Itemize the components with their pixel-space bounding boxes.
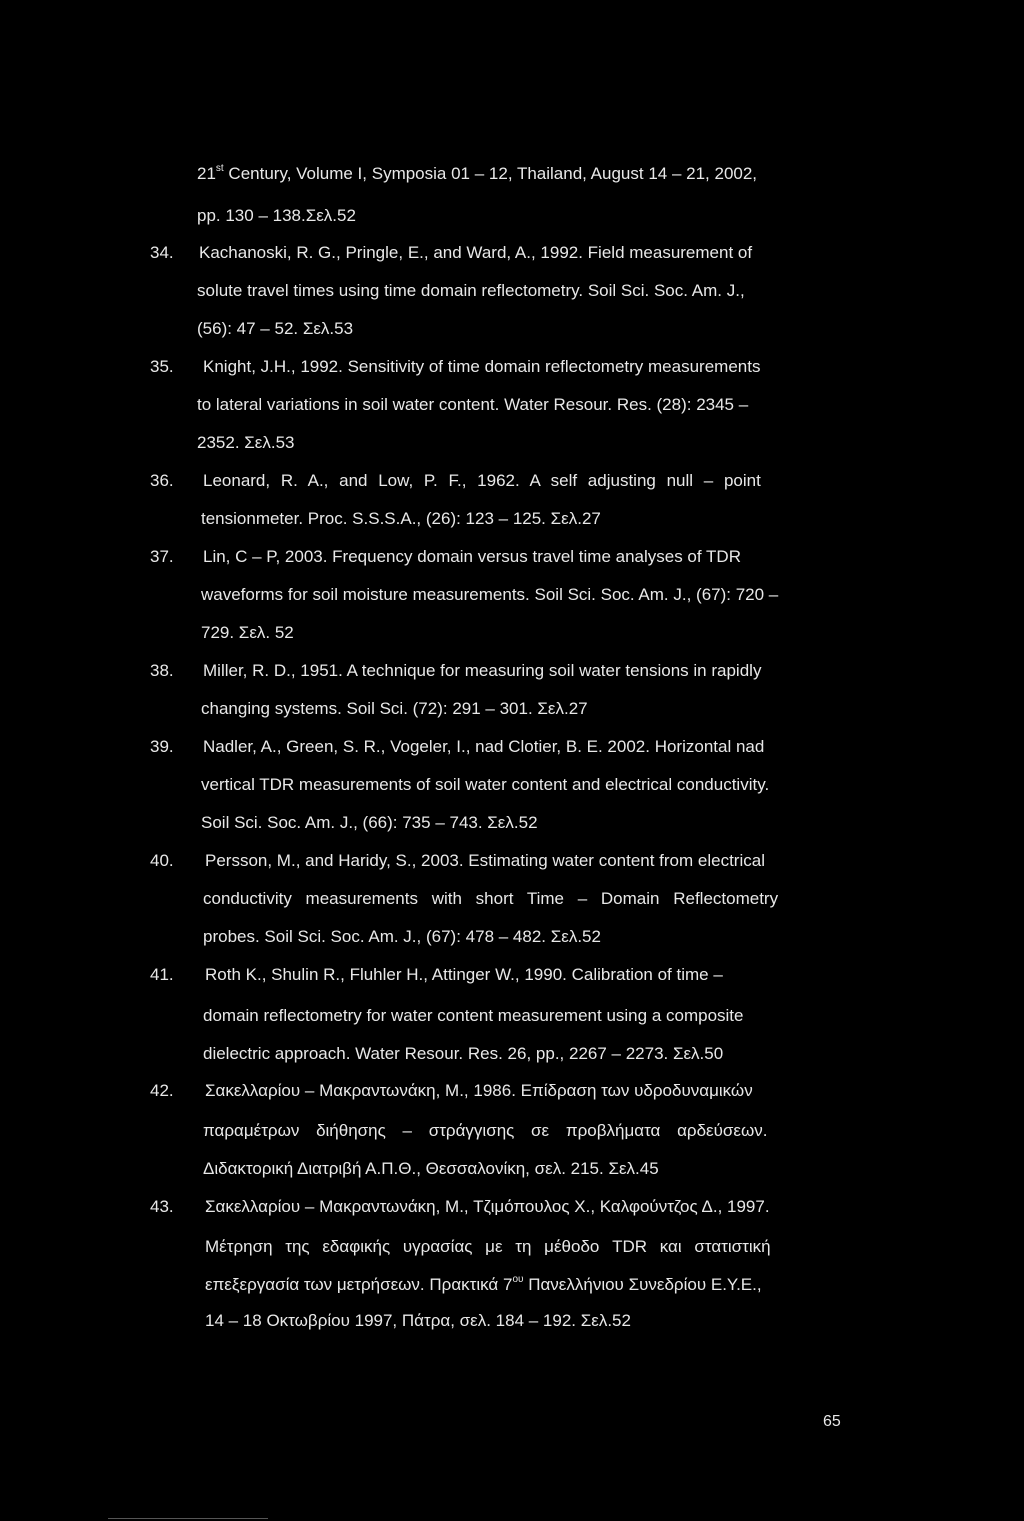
reference-line: 729. Σελ. 52	[201, 623, 294, 642]
reference-line: Nadler, A., Green, S. R., Vogeler, I., nad Clotier, B. E. 2002. Horizontal nad	[203, 737, 765, 756]
text-segment: 21	[197, 164, 216, 183]
reference-line: Leonard, R. A., and Low, P. F., 1962. A self adjusting null – point	[203, 471, 761, 490]
reference-number: 36.	[150, 471, 174, 490]
reference-line: to lateral variations in soil water content. Water Resour. Res. (28): 2345 –	[197, 395, 749, 414]
reference-line: dielectric approach. Water Resour. Res. 26, pp., 2267 – 2273. Σελ.50	[203, 1044, 724, 1063]
reference-line: Μέτρηση της εδαφικής υγρασίας με τη μέθοδο TDR και στατιστική	[205, 1237, 771, 1256]
reference-line: Persson, M., and Haridy, S., 2003. Estimating water content from electrical	[205, 851, 765, 870]
footer-rule	[108, 1518, 268, 1519]
reference-number: 38.	[150, 661, 174, 680]
reference-number: 35.	[150, 357, 174, 376]
reference-continuation-line	[197, 163, 757, 185]
text-segment: Πανελλήνιου Συνεδρίου Ε.Υ.Ε.,	[523, 1275, 762, 1294]
reference-line: Miller, R. D., 1951. A technique for measuring soil water tensions in rapidly	[203, 661, 762, 680]
reference-line: (56): 47 – 52. Σελ.53	[197, 319, 354, 338]
reference-continuation-line: pp. 130 – 138.Σελ.52	[197, 206, 356, 225]
superscript: ου	[512, 1274, 524, 1286]
reference-line: waveforms for soil moisture measurements. Soil Sci. Soc. Am. J., (67): 720 –	[201, 585, 779, 604]
reference-line: tensionmeter. Proc. S.S.S.A., (26): 123 – 125. Σελ.27	[201, 509, 601, 528]
reference-line: domain reflectometry for water content measurement using a composite	[203, 1006, 744, 1025]
reference-number: 41.	[150, 965, 174, 984]
reference-line: conductivity measurements with short Time – Domain Reflectometry	[203, 889, 779, 908]
reference-line: probes. Soil Sci. Soc. Am. J., (67): 478 – 482. Σελ.52	[203, 927, 601, 946]
reference-line: changing systems. Soil Sci. (72): 291 – 301. Σελ.27	[201, 699, 588, 718]
reference-line: Σακελλαρίου – Μακραντωνάκη, Μ., 1986. Επίδραση των υδροδυναμικών	[205, 1081, 753, 1100]
reference-line: 2352. Σελ.53	[197, 433, 295, 452]
reference-number: 42.	[150, 1081, 174, 1100]
reference-number: 43.	[150, 1197, 174, 1216]
reference-line: Lin, C – P, 2003. Frequency domain versus travel time analyses of TDR	[203, 547, 741, 566]
reference-line: Διδακτορική Διατριβή Α.Π.Θ., Θεσσαλονίκη, σελ. 215. Σελ.45	[203, 1159, 659, 1178]
reference-line: 14 – 18 Οκτωβρίου 1997, Πάτρα, σελ. 184 – 192. Σελ.52	[205, 1311, 631, 1330]
reference-number: 37.	[150, 547, 174, 566]
reference-line: solute travel times using time domain reflectometry. Soil Sci. Soc. Am. J.,	[197, 281, 745, 300]
page-number: 65	[823, 1413, 841, 1430]
reference-line: Knight, J.H., 1992. Sensitivity of time domain reflectometry measurements	[203, 357, 761, 376]
reference-number: 34.	[150, 243, 174, 262]
reference-line: vertical TDR measurements of soil water content and electrical conductivity.	[201, 775, 770, 794]
reference-number: 40.	[150, 851, 174, 870]
reference-line	[205, 1274, 762, 1296]
reference-line: Σακελλαρίου – Μακραντωνάκη, Μ., Τζιμόπουλος Χ., Καλφούντζος Δ., 1997.	[205, 1197, 770, 1216]
reference-number: 39.	[150, 737, 174, 756]
reference-line: Kachanoski, R. G., Pringle, E., and Ward, A., 1992. Field measurement of	[199, 243, 753, 262]
reference-line: Roth K., Shulin R., Fluhler H., Attinger W., 1990. Calibration of time –	[205, 965, 723, 984]
text-segment: Century, Volume I, Symposia 01 – 12, Thailand, August 14 – 21, 2002,	[223, 164, 758, 183]
reference-line: Soil Sci. Soc. Am. J., (66): 735 – 743. Σελ.52	[201, 813, 538, 832]
text-segment: επεξεργασία των μετρήσεων. Πρακτικά 7	[205, 1275, 513, 1294]
reference-line: παραμέτρων διήθησης – στράγγισης σε προβλήματα αρδεύσεων.	[203, 1121, 768, 1140]
superscript: st	[215, 163, 224, 175]
